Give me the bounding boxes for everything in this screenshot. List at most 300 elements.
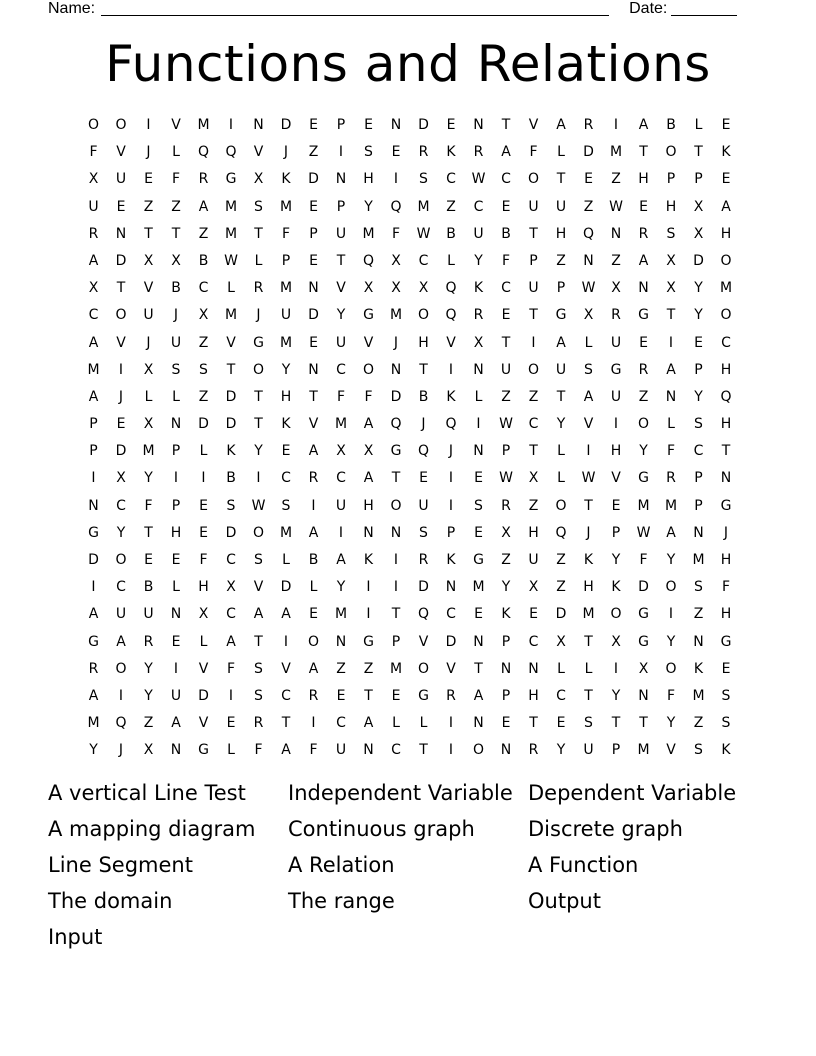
grid-letter[interactable]: H [418,334,430,351]
grid-letter[interactable]: I [173,470,179,487]
grid-letter[interactable]: Q [582,225,595,242]
grid-letter[interactable]: H [198,579,210,596]
grid-letter[interactable]: N [253,117,265,133]
grid-letter[interactable]: I [91,579,97,596]
grid-letter[interactable]: Z [556,252,567,269]
grid-letter[interactable]: G [363,633,375,650]
grid-letter[interactable]: Z [583,198,594,215]
grid-letter[interactable]: H [170,524,182,541]
grid-letter[interactable]: P [529,252,539,269]
grid-letter[interactable]: L [667,416,676,433]
grid-letter[interactable]: M [472,579,486,596]
grid-letter[interactable]: I [393,552,399,568]
grid-letter[interactable]: O [115,660,128,677]
grid-letter[interactable]: Y [501,579,511,596]
grid-letter[interactable]: Q [225,144,238,161]
grid-letter[interactable]: Z [528,497,539,514]
grid-letter[interactable]: K [693,660,704,677]
grid-letter[interactable]: L [557,144,566,161]
grid-letter[interactable]: T [254,633,264,650]
grid-letter[interactable]: I [256,470,262,487]
grid-letter[interactable]: J [393,334,399,351]
grid-letter[interactable]: I [146,117,152,133]
grid-letter[interactable]: Y [666,552,676,568]
grid-letter[interactable]: L [584,660,593,677]
grid-letter[interactable]: P [309,225,319,242]
grid-letter[interactable]: X [143,742,154,759]
grid-letter[interactable]: A [88,334,99,351]
grid-letter[interactable]: U [583,742,595,759]
grid-letter[interactable]: X [198,606,209,623]
grid-letter[interactable]: N [308,361,320,378]
grid-letter[interactable]: V [446,334,457,351]
grid-letter[interactable]: C [336,361,347,378]
grid-letter[interactable]: C [556,687,567,704]
grid-letter[interactable]: S [721,687,731,704]
grid-letter[interactable]: Z [143,715,154,732]
grid-letter[interactable]: R [473,307,484,324]
grid-letter[interactable]: Z [198,225,209,242]
grid-letter[interactable]: I [228,117,234,133]
grid-letter[interactable]: C [226,606,237,623]
grid-letter[interactable]: U [528,198,540,215]
grid-letter[interactable]: S [474,497,484,514]
grid-letter[interactable]: W [251,497,266,514]
grid-letter[interactable]: J [118,742,124,759]
grid-letter[interactable]: Z [611,171,622,188]
grid-letter[interactable]: E [474,524,484,541]
grid-letter[interactable]: L [447,252,456,269]
grid-letter[interactable]: O [665,579,678,596]
grid-letter[interactable]: W [609,198,624,215]
grid-letter[interactable]: R [308,687,319,704]
grid-letter[interactable]: K [611,579,622,596]
grid-letter[interactable]: O [610,606,623,623]
grid-letter[interactable]: R [501,497,512,514]
grid-letter[interactable]: A [473,687,484,704]
grid-letter[interactable]: P [501,633,511,650]
grid-letter[interactable]: P [501,687,511,704]
grid-letter[interactable]: R [253,280,264,297]
grid-letter[interactable]: K [363,552,374,568]
grid-letter[interactable]: D [198,687,210,704]
grid-letter[interactable]: A [721,198,732,215]
grid-letter[interactable]: A [88,252,99,269]
grid-letter[interactable]: X [666,280,677,297]
grid-letter[interactable]: U [335,225,347,242]
grid-letter[interactable]: E [116,416,126,433]
grid-letter[interactable]: F [144,497,154,514]
grid-letter[interactable]: F [89,144,99,161]
grid-letter[interactable]: N [665,388,677,405]
grid-letter[interactable]: N [390,117,402,133]
grid-letter[interactable]: L [309,579,318,596]
grid-letter[interactable]: S [419,524,429,541]
grid-letter[interactable]: V [666,742,677,759]
grid-letter[interactable]: T [116,280,126,297]
grid-letter[interactable]: T [611,715,621,732]
grid-letter[interactable]: H [720,552,732,568]
grid-letter[interactable]: T [556,388,566,405]
grid-letter[interactable]: N [88,497,100,514]
grid-letter[interactable]: X [253,171,264,188]
grid-letter[interactable]: M [389,660,403,677]
grid-letter[interactable]: M [664,497,678,514]
grid-letter[interactable]: H [280,388,292,405]
grid-letter[interactable]: P [501,443,511,460]
grid-letter[interactable]: U [528,552,540,568]
grid-letter[interactable]: C [336,470,347,487]
grid-letter[interactable]: N [363,742,375,759]
grid-letter[interactable]: X [611,280,622,297]
grid-letter[interactable]: F [226,660,236,677]
grid-letter[interactable]: T [639,144,649,161]
grid-letter[interactable]: C [116,497,127,514]
grid-letter[interactable]: P [89,416,99,433]
grid-letter[interactable]: R [418,552,429,568]
grid-letter[interactable]: E [281,443,291,460]
grid-letter[interactable]: F [171,171,181,188]
grid-letter[interactable]: Z [336,660,347,677]
grid-letter[interactable]: R [583,117,594,133]
grid-letter[interactable]: T [254,388,264,405]
grid-letter[interactable]: M [362,225,376,242]
grid-letter[interactable]: Y [116,524,126,541]
grid-letter[interactable]: G [225,171,237,188]
grid-letter[interactable]: Z [693,715,704,732]
grid-letter[interactable]: Z [528,388,539,405]
grid-letter[interactable]: N [115,225,127,242]
grid-letter[interactable]: V [253,144,264,161]
grid-letter[interactable]: Y [89,742,99,759]
grid-letter[interactable]: R [446,687,457,704]
grid-letter[interactable]: R [88,660,99,677]
grid-letter[interactable]: L [227,742,236,759]
grid-letter[interactable]: E [144,552,154,568]
grid-letter[interactable]: O [417,660,430,677]
grid-letter[interactable]: A [198,198,209,215]
grid-letter[interactable]: T [391,470,401,487]
grid-letter[interactable]: U [528,280,540,297]
grid-letter[interactable]: X [143,416,154,433]
grid-letter[interactable]: Y [694,388,704,405]
grid-letter[interactable]: A [638,117,649,133]
grid-letter[interactable]: B [143,579,154,596]
grid-letter[interactable]: R [528,742,539,759]
grid-letter[interactable]: Z [308,144,319,161]
grid-letter[interactable]: V [308,416,319,433]
grid-letter[interactable]: O [472,742,485,759]
grid-letter[interactable]: T [364,687,374,704]
grid-letter[interactable]: X [611,633,622,650]
grid-letter[interactable]: X [336,443,347,460]
grid-letter[interactable]: N [390,361,402,378]
grid-letter[interactable]: T [226,361,236,378]
grid-letter[interactable]: N [170,606,182,623]
grid-letter[interactable]: F [309,742,319,759]
grid-letter[interactable]: C [446,606,457,623]
grid-letter[interactable]: C [473,198,484,215]
grid-letter[interactable]: H [720,361,732,378]
grid-letter[interactable]: E [721,171,731,188]
grid-letter[interactable]: X [528,579,539,596]
grid-letter[interactable]: E [529,606,539,623]
grid-letter[interactable]: L [474,388,483,405]
grid-letter[interactable]: X [391,252,402,269]
grid-letter[interactable]: X [391,280,402,297]
grid-letter[interactable]: D [225,524,237,541]
grid-letter[interactable]: L [557,660,566,677]
grid-letter[interactable]: G [720,633,732,650]
grid-letter[interactable]: L [557,470,566,487]
grid-letter[interactable]: E [226,715,236,732]
grid-letter[interactable]: A [556,117,567,133]
grid-letter[interactable]: I [393,579,399,596]
grid-letter[interactable]: K [721,144,732,161]
grid-letter[interactable]: T [474,660,484,677]
grid-letter[interactable]: F [281,225,291,242]
grid-letter[interactable]: Z [638,388,649,405]
grid-letter[interactable]: U [335,334,347,351]
grid-letter[interactable]: F [391,225,401,242]
grid-letter[interactable]: L [557,443,566,460]
grid-letter[interactable]: X [363,443,374,460]
grid-letter[interactable]: C [88,307,99,324]
grid-letter[interactable]: U [418,497,430,514]
grid-letter[interactable]: V [143,280,154,297]
grid-letter[interactable]: S [694,742,704,759]
grid-letter[interactable]: U [555,198,567,215]
grid-letter[interactable]: X [556,633,567,650]
grid-letter[interactable]: M [637,742,651,759]
grid-letter[interactable]: N [473,443,485,460]
grid-letter[interactable]: D [693,252,705,269]
grid-letter[interactable]: C [226,552,237,568]
grid-letter[interactable]: N [170,416,182,433]
grid-letter[interactable]: Q [555,524,568,541]
grid-letter[interactable]: Y [364,198,374,215]
grid-letter[interactable]: J [256,307,262,324]
grid-letter[interactable]: Q [390,416,403,433]
grid-letter[interactable]: D [418,117,430,133]
grid-letter[interactable]: M [609,144,623,161]
grid-letter[interactable]: A [171,715,182,732]
grid-letter[interactable]: V [226,334,237,351]
grid-letter[interactable]: I [668,606,674,623]
grid-letter[interactable]: U [555,361,567,378]
grid-letter[interactable]: Z [446,198,457,215]
grid-letter[interactable]: W [499,470,514,487]
grid-letter[interactable]: W [636,524,651,541]
grid-letter[interactable]: R [666,470,677,487]
grid-letter[interactable]: I [338,524,344,541]
grid-letter[interactable]: F [639,552,649,568]
grid-letter[interactable]: E [611,497,621,514]
grid-letter[interactable]: N [528,660,540,677]
grid-letter[interactable]: C [336,715,347,732]
grid-letter[interactable]: E [474,606,484,623]
grid-letter[interactable]: M [692,687,706,704]
grid-letter[interactable]: K [281,416,292,433]
grid-letter[interactable]: I [311,715,317,732]
grid-letter[interactable]: M [334,416,348,433]
grid-letter[interactable]: B [418,388,429,405]
grid-letter[interactable]: X [501,524,512,541]
grid-letter[interactable]: C [418,252,429,269]
grid-letter[interactable]: H [528,524,540,541]
grid-letter[interactable]: I [613,416,619,433]
grid-letter[interactable]: I [228,687,234,704]
grid-letter[interactable]: Y [281,361,291,378]
grid-letter[interactable]: H [610,443,622,460]
grid-letter[interactable]: U [143,606,155,623]
grid-letter[interactable]: E [171,633,181,650]
grid-letter[interactable]: M [279,524,293,541]
grid-letter[interactable]: N [473,633,485,650]
grid-letter[interactable]: T [694,144,704,161]
grid-letter[interactable]: X [171,252,182,269]
grid-letter[interactable]: Q [445,416,458,433]
grid-letter[interactable]: O [527,361,540,378]
grid-letter[interactable]: P [611,742,621,759]
grid-letter[interactable]: A [501,144,512,161]
grid-letter[interactable]: E [446,117,456,133]
grid-letter[interactable]: T [144,524,154,541]
grid-letter[interactable]: A [253,606,264,623]
grid-letter[interactable]: V [171,117,182,133]
grid-letter[interactable]: O [527,171,540,188]
grid-letter[interactable]: O [115,552,128,568]
grid-letter[interactable]: F [254,742,264,759]
grid-letter[interactable]: I [448,715,454,732]
grid-letter[interactable]: N [473,117,485,133]
grid-letter[interactable]: P [694,171,704,188]
grid-letter[interactable]: D [308,307,320,324]
grid-letter[interactable]: Z [501,552,512,568]
grid-letter[interactable]: E [694,334,704,351]
grid-letter[interactable]: F [721,579,731,596]
grid-letter[interactable]: S [281,497,291,514]
grid-letter[interactable]: Y [694,280,704,297]
grid-letter[interactable]: N [610,225,622,242]
grid-letter[interactable]: A [88,606,99,623]
grid-letter[interactable]: T [309,388,319,405]
grid-letter[interactable]: Q [417,443,430,460]
grid-letter[interactable]: R [88,225,99,242]
grid-letter[interactable]: T [501,334,511,351]
grid-letter[interactable]: M [279,198,293,215]
grid-letter[interactable]: B [198,252,209,269]
grid-letter[interactable]: G [253,334,265,351]
grid-letter[interactable]: O [307,633,320,650]
grid-letter[interactable]: G [418,687,430,704]
grid-letter[interactable]: U [335,497,347,514]
grid-letter[interactable]: E [364,117,374,133]
grid-letter[interactable]: X [693,198,704,215]
grid-letter[interactable]: I [476,416,482,433]
grid-letter[interactable]: D [445,633,457,650]
grid-letter[interactable]: E [501,715,511,732]
grid-letter[interactable]: N [693,524,705,541]
grid-letter[interactable]: C [281,470,292,487]
grid-letter[interactable]: M [582,606,596,623]
grid-letter[interactable]: O [362,361,375,378]
grid-letter[interactable]: O [417,307,430,324]
grid-letter[interactable]: T [501,117,511,133]
grid-letter[interactable]: U [610,388,622,405]
grid-letter[interactable]: G [610,361,622,378]
grid-letter[interactable]: E [336,687,346,704]
grid-letter[interactable]: V [418,633,429,650]
grid-letter[interactable]: Z [501,388,512,405]
grid-letter[interactable]: A [308,443,319,460]
grid-letter[interactable]: Y [639,443,649,460]
grid-letter[interactable]: U [115,171,127,188]
grid-letter[interactable]: H [555,225,567,242]
grid-letter[interactable]: I [311,497,317,514]
grid-letter[interactable]: L [144,388,153,405]
grid-letter[interactable]: Y [611,687,621,704]
grid-letter[interactable]: M [224,307,238,324]
grid-letter[interactable]: Y [254,443,264,460]
grid-letter[interactable]: X [116,470,127,487]
grid-letter[interactable]: H [583,579,595,596]
grid-letter[interactable]: V [528,117,539,133]
grid-letter[interactable]: P [336,117,346,133]
grid-letter[interactable]: A [363,416,374,433]
grid-letter[interactable]: F [336,388,346,405]
grid-letter[interactable]: L [419,715,428,732]
grid-letter[interactable]: I [91,470,97,487]
grid-letter[interactable]: J [146,334,152,351]
grid-letter[interactable]: T [336,252,346,269]
grid-letter[interactable]: D [418,579,430,596]
grid-letter[interactable]: P [391,633,401,650]
date-field-line[interactable] [671,0,737,16]
grid-letter[interactable]: X [473,334,484,351]
grid-letter[interactable]: A [308,660,319,677]
grid-letter[interactable]: A [281,742,292,759]
grid-letter[interactable]: P [694,497,704,514]
grid-letter[interactable]: N [390,524,402,541]
grid-letter[interactable]: J [283,144,289,161]
grid-letter[interactable]: E [474,470,484,487]
grid-letter[interactable]: M [692,552,706,568]
grid-letter[interactable]: B [171,280,182,297]
grid-letter[interactable]: E [391,144,401,161]
grid-letter[interactable]: Q [115,715,128,732]
grid-letter[interactable]: Z [611,252,622,269]
grid-letter[interactable]: I [613,660,619,677]
grid-letter[interactable]: O [720,307,733,324]
grid-letter[interactable]: V [198,660,209,677]
grid-letter[interactable]: Q [720,388,733,405]
grid-letter[interactable]: C [693,443,704,460]
grid-letter[interactable]: D [280,117,292,133]
grid-letter[interactable]: Z [693,606,704,623]
grid-letter[interactable]: I [531,334,537,351]
grid-letter[interactable]: T [721,443,731,460]
grid-letter[interactable]: L [199,633,208,650]
grid-letter[interactable]: I [283,633,289,650]
grid-letter[interactable]: N [170,742,182,759]
grid-letter[interactable]: D [555,606,567,623]
grid-letter[interactable]: G [638,606,650,623]
grid-letter[interactable]: S [199,361,209,378]
grid-letter[interactable]: K [226,443,237,460]
grid-letter[interactable]: N [335,171,347,188]
grid-letter[interactable]: K [501,606,512,623]
